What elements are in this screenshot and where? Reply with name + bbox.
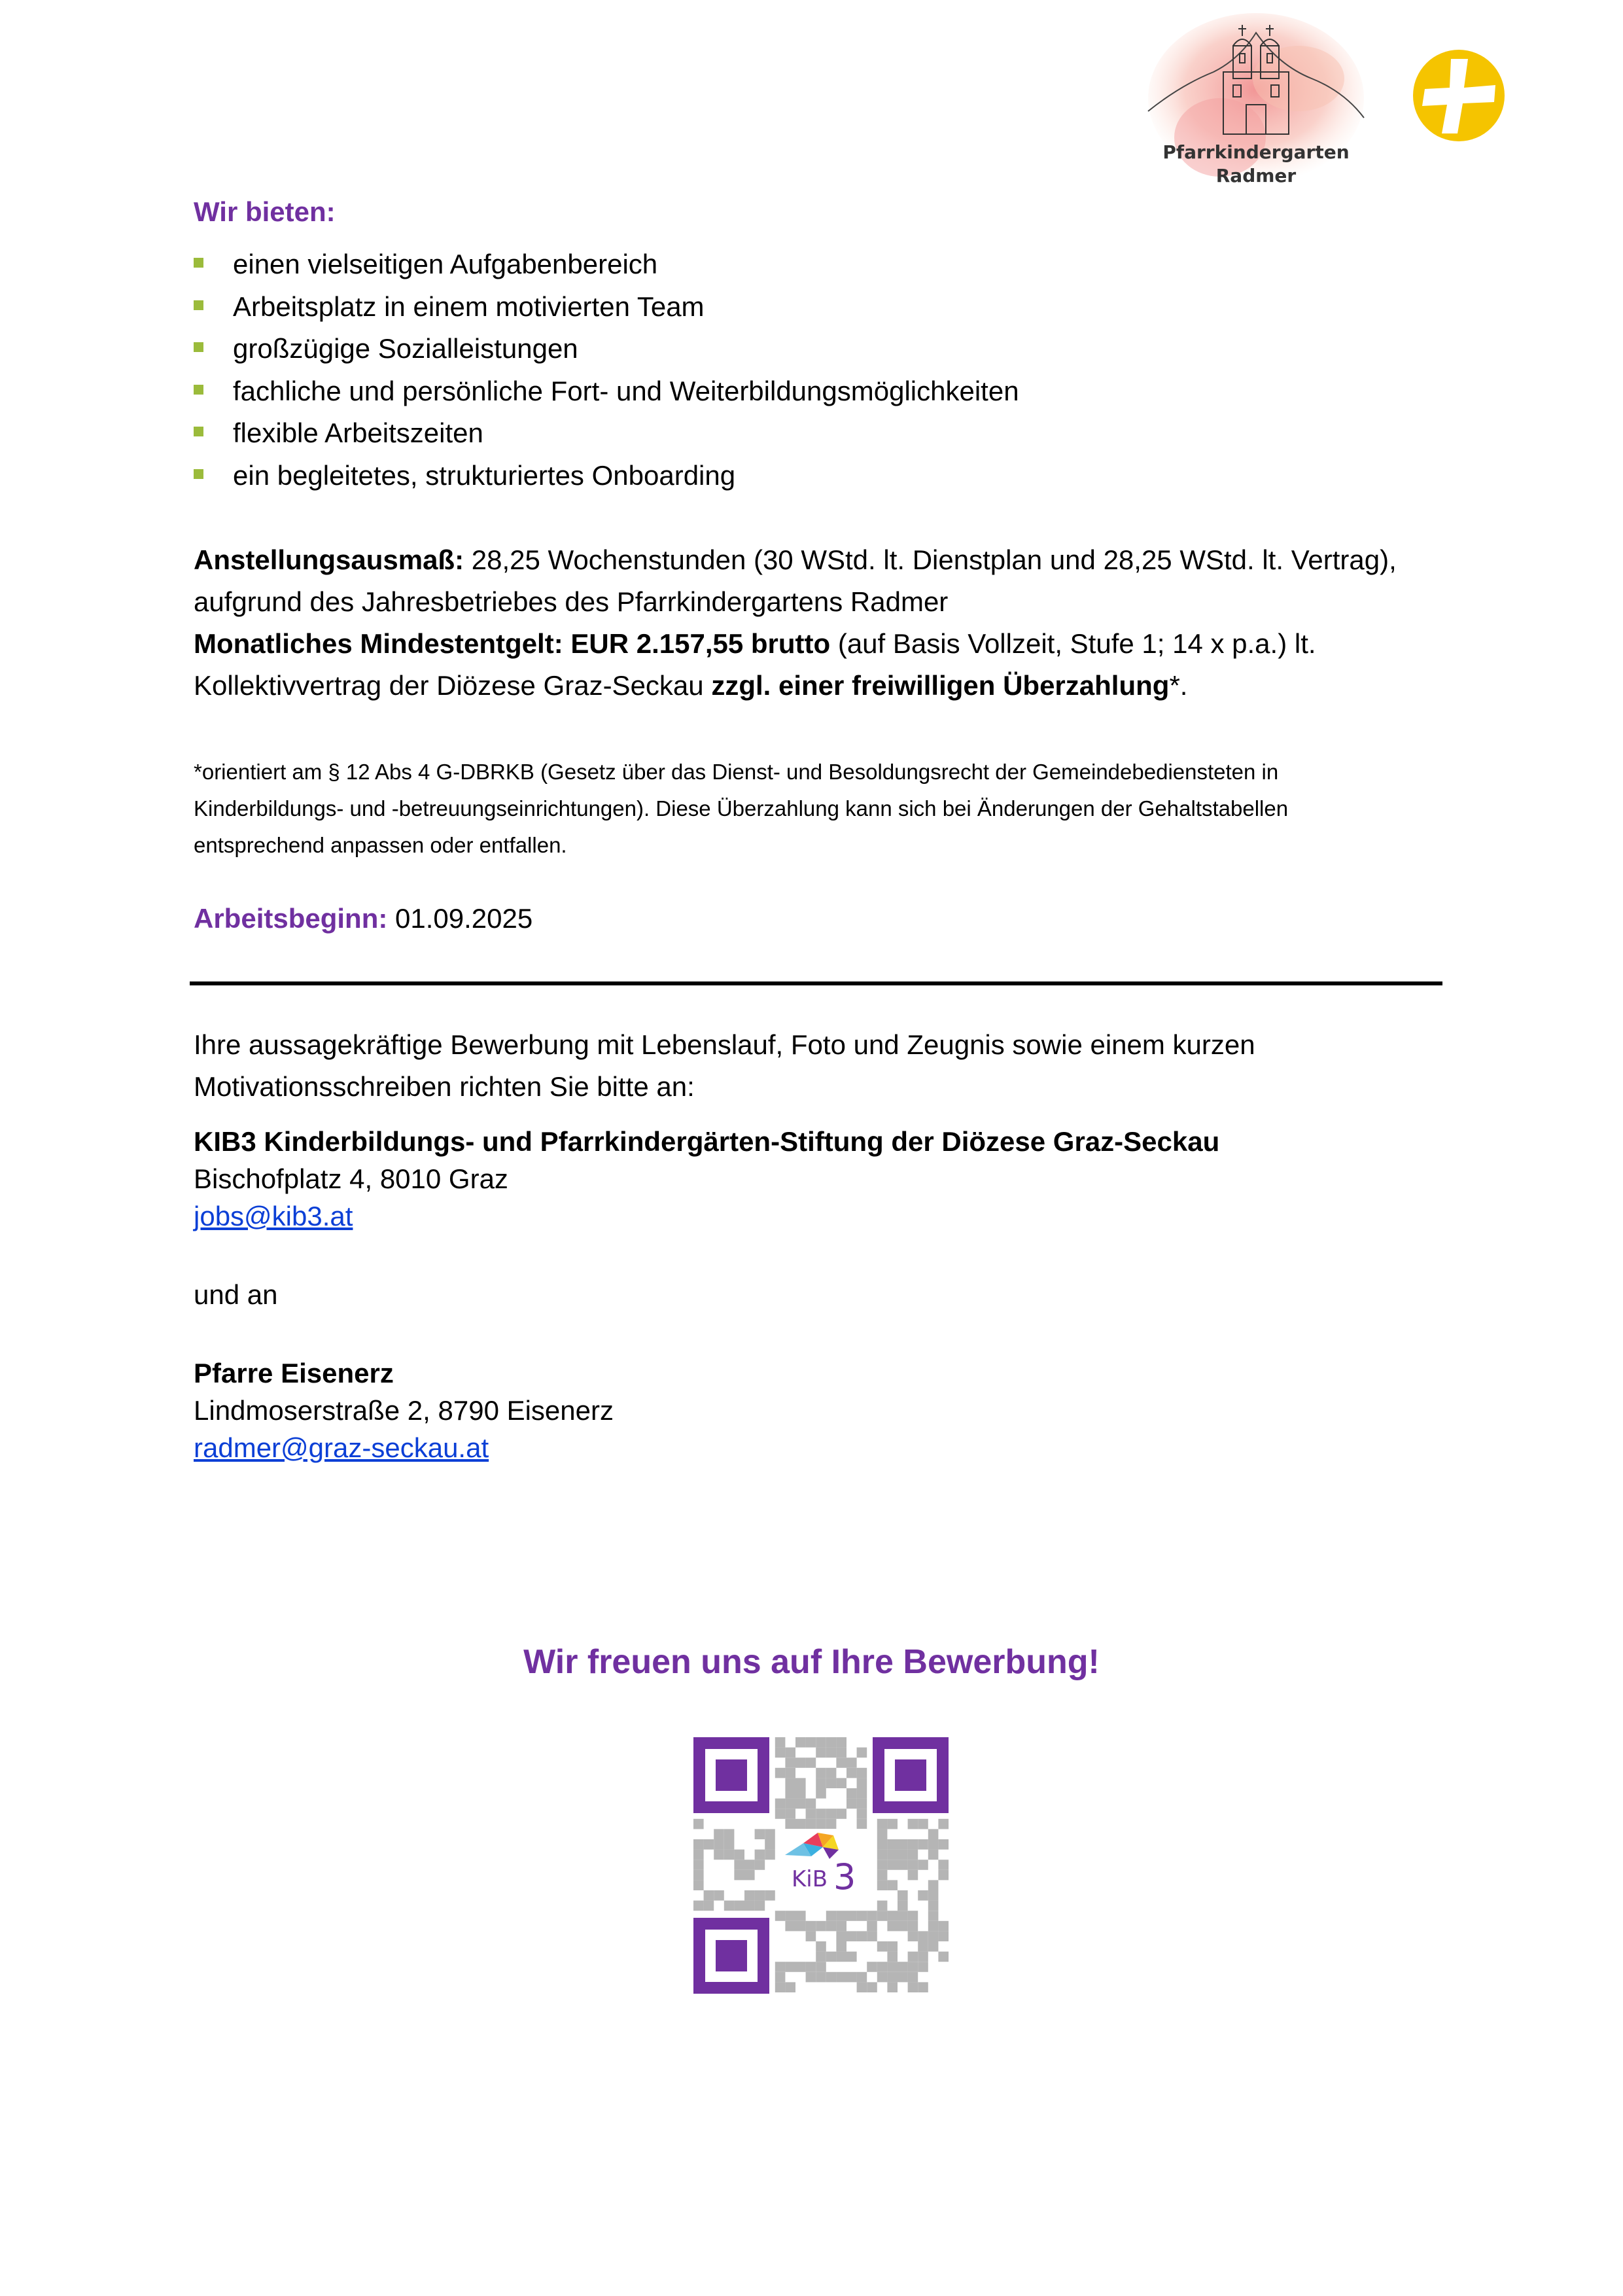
qr-module — [857, 1972, 867, 1983]
qr-module — [836, 1952, 846, 1962]
qr-module — [816, 1972, 826, 1983]
qr-module — [826, 1952, 837, 1962]
qr-module — [898, 1962, 908, 1972]
qr-module — [877, 1870, 888, 1881]
qr-module — [795, 1788, 806, 1799]
bullet-square-icon — [194, 258, 203, 268]
qr-module — [775, 1799, 786, 1809]
logo-text-line2: Radmer — [1215, 165, 1297, 186]
scope-label: Anstellungsausmaß: — [194, 544, 464, 575]
qr-module — [724, 1850, 735, 1860]
qr-module — [857, 1778, 867, 1788]
qr-module — [755, 1901, 765, 1911]
qr-module — [755, 1829, 765, 1839]
qr-module — [826, 1972, 837, 1983]
qr-module — [724, 1839, 735, 1850]
qr-module — [816, 1952, 826, 1962]
qr-module — [857, 1748, 867, 1758]
qr-module — [846, 1911, 857, 1921]
qr-logo-text: KiB — [792, 1866, 828, 1892]
qr-module — [826, 1748, 837, 1758]
qr-module — [928, 1829, 939, 1839]
qr-module — [816, 1748, 826, 1758]
qr-module — [806, 1972, 816, 1983]
qr-module — [918, 1931, 928, 1941]
qr-module — [734, 1901, 744, 1911]
qr-module — [806, 1799, 816, 1809]
qr-module — [744, 1901, 755, 1911]
qr-module — [785, 1799, 795, 1809]
qr-module — [734, 1850, 744, 1860]
qr-module — [795, 1962, 806, 1972]
qr-module — [755, 1860, 765, 1870]
qr-module — [744, 1870, 755, 1881]
qr-module — [928, 1921, 939, 1932]
qr-module — [908, 1931, 918, 1941]
qr-module — [795, 1799, 806, 1809]
qr-module — [775, 1911, 786, 1921]
qr-module — [775, 1748, 786, 1758]
salary-2 — [194, 665, 1187, 707]
qr-module — [928, 1931, 939, 1941]
qr-module — [836, 1921, 846, 1932]
qr-module — [877, 1880, 888, 1890]
qr-module — [918, 1982, 928, 1992]
salary-bonus: zzgl. einer freiwilligen Überzahlung — [711, 670, 1170, 701]
qr-module — [714, 1829, 724, 1839]
qr-module — [928, 1941, 939, 1952]
qr-module — [785, 1768, 795, 1778]
qr-module — [846, 1952, 857, 1962]
qr-module — [887, 1982, 898, 1992]
qr-module — [714, 1890, 724, 1901]
closing-text: Wir freuen uns auf Ihre Bewerbung! — [523, 1643, 1100, 1681]
qr-module — [785, 1809, 795, 1819]
logo-text-line1: Pfarrkindergarten — [1162, 141, 1350, 163]
qr-module — [836, 1778, 846, 1788]
qr-module — [887, 1972, 898, 1983]
qr-module — [898, 1901, 908, 1911]
qr-module — [887, 1941, 898, 1952]
qr-module — [857, 1931, 867, 1941]
qr-module — [857, 1809, 867, 1819]
qr-module — [877, 1962, 888, 1972]
qr-module — [877, 1901, 888, 1911]
qr-module — [826, 1911, 837, 1921]
qr-module — [938, 1952, 949, 1962]
qr-module — [918, 1890, 928, 1901]
qr-module — [785, 1962, 795, 1972]
org1-name: KIB3 Kinderbildungs- und Pfarrkindergärten-Stiftung der Diözese Graz-Seckau — [194, 1126, 1220, 1157]
list-item: einen vielseitigen Aufgabenbereich — [194, 243, 1019, 286]
bullet-square-icon — [194, 300, 203, 310]
qr-module — [785, 1757, 795, 1768]
qr-module — [816, 1921, 826, 1932]
qr-module — [816, 1788, 826, 1799]
qr-module — [714, 1839, 724, 1850]
qr-module — [887, 1850, 898, 1860]
qr-module — [785, 1748, 795, 1758]
org2-name: Pfarre Eisenerz — [194, 1358, 394, 1388]
qr-module — [816, 1737, 826, 1748]
qr-module — [846, 1788, 857, 1799]
qr-module — [877, 1860, 888, 1870]
qr-module — [887, 1860, 898, 1870]
qr-module — [734, 1860, 744, 1870]
qr-module — [826, 1737, 837, 1748]
qr-module — [908, 1982, 918, 1992]
bullet-square-icon — [194, 469, 203, 479]
qr-module — [908, 1952, 918, 1962]
qr-module — [908, 1911, 918, 1921]
qr-module — [877, 1819, 888, 1829]
qr-module — [867, 1982, 877, 1992]
qr-module — [938, 1860, 949, 1870]
salary-asterisk: *. — [1169, 670, 1188, 701]
qr-module — [908, 1870, 918, 1881]
qr-module — [846, 1768, 857, 1778]
qr-module — [806, 1921, 816, 1932]
list-item: Arbeitsplatz in einem motivierten Team — [194, 286, 1019, 328]
qr-module — [877, 1941, 888, 1952]
qr-module — [795, 1911, 806, 1921]
qr-module — [724, 1901, 735, 1911]
qr-module — [857, 1982, 867, 1992]
offers-heading: Wir bieten: — [194, 196, 336, 227]
qr-module — [806, 1809, 816, 1819]
qr-module — [775, 1972, 786, 1983]
salary — [194, 623, 1316, 665]
qr-module — [867, 1962, 877, 1972]
qr-module — [898, 1890, 908, 1901]
employment-scope — [194, 539, 1397, 581]
qr-module — [908, 1850, 918, 1860]
qr-module — [857, 1799, 867, 1809]
qr-module — [744, 1860, 755, 1870]
qr-module — [775, 1768, 786, 1778]
offers-list — [194, 243, 1019, 497]
qr-module — [806, 1962, 816, 1972]
qr-module — [693, 1860, 704, 1870]
qr-module — [877, 1839, 888, 1850]
qr-module — [693, 1850, 704, 1860]
qr-module — [867, 1911, 877, 1921]
qr-module — [816, 1778, 826, 1788]
qr-module — [693, 1839, 704, 1850]
qr-module — [836, 1972, 846, 1983]
qr-module — [785, 1778, 795, 1788]
qr-module — [693, 1880, 704, 1890]
qr-module — [918, 1839, 928, 1850]
qr-module — [887, 1962, 898, 1972]
qr-code[interactable] — [693, 1737, 949, 1994]
employment-scope-2: aufgrund des Jahresbetriebes des Pfarrkindergartens Radmer — [194, 586, 949, 617]
scope-text: 28,25 Wochenstunden (30 WStd. lt. Dienstplan und 28,25 WStd. lt. Vertrag), — [464, 544, 1397, 575]
qr-module — [795, 1921, 806, 1932]
qr-module — [765, 1839, 775, 1850]
qr-module — [775, 1809, 786, 1819]
qr-module — [775, 1962, 786, 1972]
qr-module — [918, 1962, 928, 1972]
list-item: fachliche und persönliche Fort- und Weiterbildungsmöglichkeiten — [194, 370, 1019, 413]
qr-module — [836, 1911, 846, 1921]
qr-module — [887, 1911, 898, 1921]
qr-module — [938, 1870, 949, 1881]
qr-module — [898, 1860, 908, 1870]
qr-module — [826, 1768, 837, 1778]
qr-module — [846, 1799, 857, 1809]
qr-module — [693, 1819, 704, 1829]
qr-module — [704, 1839, 714, 1850]
qr-module — [826, 1809, 837, 1819]
qr-module — [755, 1850, 765, 1860]
qr-module — [836, 1809, 846, 1819]
qr-module — [887, 1952, 898, 1962]
qr-module — [918, 1860, 928, 1870]
qr-module — [857, 1768, 867, 1778]
qr-module — [887, 1839, 898, 1850]
footnote-line1: *orientiert am § 12 Abs 4 G-DBRKB (Gesetz über das Dienst- und Besoldungsrecht der Gemeindebediensteten in — [194, 760, 1279, 784]
qr-module — [898, 1839, 908, 1850]
qr-module — [887, 1921, 898, 1932]
qr-module — [877, 1829, 888, 1839]
qr-module — [846, 1931, 857, 1941]
qr-module — [775, 1982, 786, 1992]
qr-module — [755, 1890, 765, 1901]
qr-module — [867, 1921, 877, 1932]
qr-module — [704, 1890, 714, 1901]
qr-module — [826, 1921, 837, 1932]
qr-module — [908, 1839, 918, 1850]
bullet-square-icon — [194, 427, 203, 436]
org1-email-link[interactable]: jobs@kib3.at — [194, 1201, 353, 1231]
qr-module — [908, 1962, 918, 1972]
salary-text-2: Kollektivvertrag der Diözese Graz-Seckau — [194, 670, 712, 701]
qr-module — [867, 1931, 877, 1941]
qr-module — [908, 1921, 918, 1932]
qr-module — [795, 1778, 806, 1788]
salary-text: (auf Basis Vollzeit, Stufe 1; 14 x p.a.) lt. — [830, 628, 1316, 659]
qr-module — [877, 1911, 888, 1921]
org1-address: Bischofplatz 4, 8010 Graz — [194, 1163, 508, 1194]
application-intro-2: Motivationsschreiben richten Sie bitte an: — [194, 1071, 695, 1102]
qr-module — [846, 1757, 857, 1768]
qr-module — [775, 1737, 786, 1748]
qr-module — [887, 1880, 898, 1890]
list-item: flexible Arbeitszeiten — [194, 412, 1019, 455]
qr-module — [744, 1890, 755, 1901]
qr-module — [898, 1911, 908, 1921]
qr-module — [908, 1972, 918, 1983]
qr-module — [836, 1737, 846, 1748]
qr-module — [785, 1788, 795, 1799]
qr-module — [938, 1839, 949, 1850]
qr-module — [785, 1819, 795, 1829]
diocese-cross-logo — [1412, 47, 1507, 144]
footnote-line2: Kinderbildungs- und -betreuungseinrichtungen). Diese Überzahlung kann sich bei Änderungen der Gehaltstabellen — [194, 796, 1289, 821]
qr-module — [785, 1921, 795, 1932]
start-label: Arbeitsbeginn: — [194, 903, 388, 934]
qr-module — [734, 1870, 744, 1881]
qr-module — [724, 1829, 735, 1839]
qr-module — [877, 1972, 888, 1983]
qr-module — [908, 1860, 918, 1870]
qr-module — [938, 1921, 949, 1932]
start-date-value: 01.09.2025 — [387, 903, 533, 934]
qr-module — [806, 1931, 816, 1941]
qr-module — [846, 1972, 857, 1983]
qr-module — [693, 1901, 704, 1911]
qr-module — [765, 1850, 775, 1860]
qr-module — [806, 1737, 816, 1748]
qr-module — [816, 1819, 826, 1829]
qr-module — [857, 1788, 867, 1799]
qr-module — [795, 1757, 806, 1768]
qr-module — [795, 1737, 806, 1748]
qr-module — [836, 1931, 846, 1941]
qr-logo-number: 3 — [833, 1856, 856, 1898]
qr-module — [887, 1819, 898, 1829]
qr-module — [816, 1809, 826, 1819]
qr-module — [836, 1941, 846, 1952]
qr-module — [898, 1921, 908, 1932]
qr-module — [795, 1819, 806, 1829]
bullet-square-icon — [194, 342, 203, 352]
qr-module — [928, 1911, 939, 1921]
qr-module — [785, 1982, 795, 1992]
qr-module — [857, 1819, 867, 1829]
qr-module — [806, 1819, 816, 1829]
qr-module — [928, 1890, 939, 1901]
qr-module — [918, 1952, 928, 1962]
qr-module — [898, 1850, 908, 1860]
qr-module — [877, 1850, 888, 1860]
application-intro-1: Ihre aussagekräftige Bewerbung mit Lebenslauf, Foto und Zeugnis sowie einem kurzen — [194, 1029, 1255, 1060]
qr-module — [816, 1962, 826, 1972]
start-date — [194, 898, 532, 940]
qr-module — [918, 1941, 928, 1952]
divider — [190, 981, 1442, 985]
org2-address: Lindmoserstraße 2, 8790 Eisenerz — [194, 1395, 614, 1426]
bullet-square-icon — [194, 385, 203, 395]
list-item: großzügige Sozialleistungen — [194, 328, 1019, 370]
qr-module — [704, 1901, 714, 1911]
footnote-line3: entsprechend anpassen oder entfallen. — [194, 833, 567, 857]
and-text: und an — [194, 1279, 278, 1310]
qr-module — [806, 1757, 816, 1768]
list-item: ein begleitetes, strukturiertes Onboarding — [194, 455, 1019, 497]
salary-label: Monatliches Mindestentgelt: EUR 2.157,55 brutto — [194, 628, 831, 659]
qr-module — [928, 1880, 939, 1890]
qr-module — [714, 1850, 724, 1860]
qr-module — [765, 1829, 775, 1839]
qr-module — [693, 1870, 704, 1881]
qr-module — [938, 1819, 949, 1829]
qr-module — [826, 1819, 837, 1829]
qr-module — [928, 1850, 939, 1860]
qr-module — [928, 1901, 939, 1911]
qr-module — [908, 1819, 918, 1829]
qr-module — [928, 1839, 939, 1850]
qr-module — [938, 1931, 949, 1941]
qr-module — [826, 1778, 837, 1788]
qr-module — [836, 1757, 846, 1768]
org2-email-link[interactable]: radmer@graz-seckau.at — [194, 1432, 489, 1463]
qr-module — [816, 1768, 826, 1778]
qr-module — [857, 1911, 867, 1921]
qr-module — [765, 1890, 775, 1901]
qr-module — [918, 1819, 928, 1829]
pfarrkindergarten-radmer-logo — [1142, 7, 1370, 209]
qr-module — [898, 1972, 908, 1983]
qr-module — [785, 1911, 795, 1921]
qr-module — [836, 1748, 846, 1758]
qr-module — [816, 1941, 826, 1952]
